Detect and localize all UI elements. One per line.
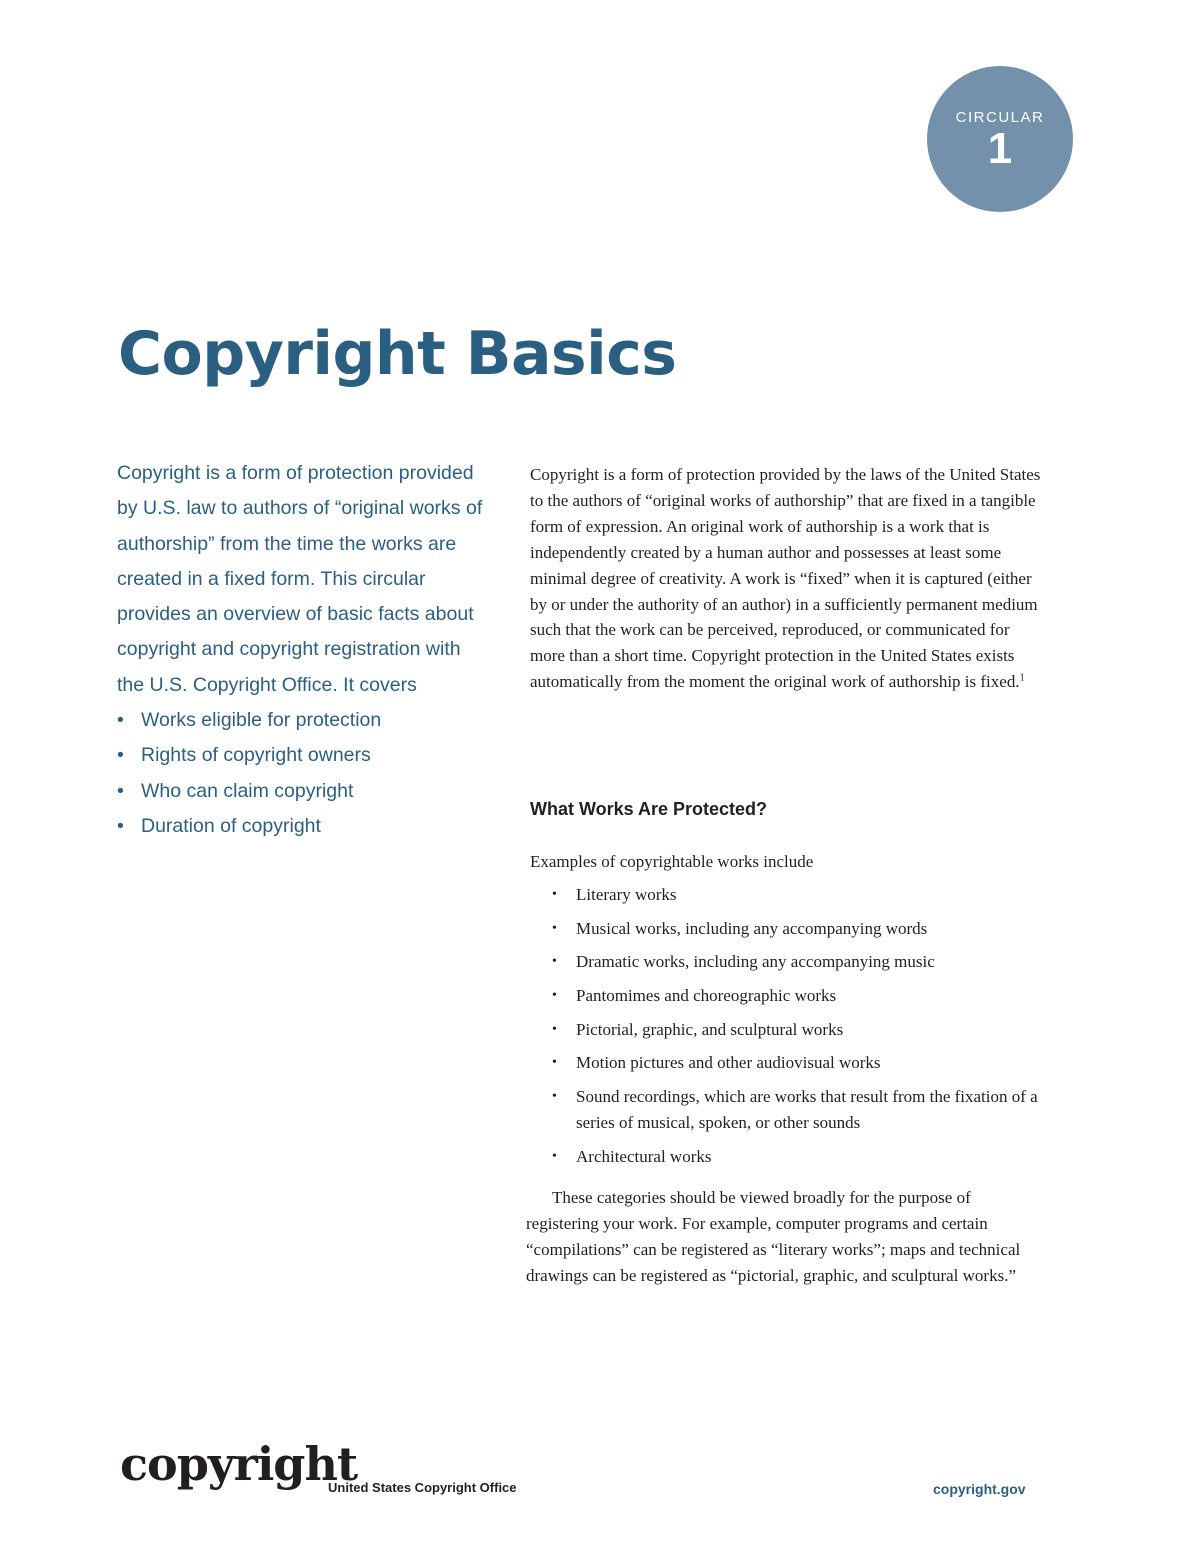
bullet-icon: • (552, 1055, 557, 1071)
closing-paragraph: These categories should be viewed broadly for the purpose of registering your work. For example, computer programs and certain “compilations” can be registered as “literary works”; maps and technical drawings can be registered as “pictorial, graphic, and sculptural works.” (526, 1188, 1021, 1285)
works-list-item (552, 1017, 1047, 1043)
bullet-icon: • (552, 1148, 557, 1164)
works-list-item (552, 1084, 1047, 1136)
summary-paragraph: Copyright is a form of protection provided by U.S. law to authors of “original works of authorship” from the time the works are created in a fixed form. This circular provides an overview of basic facts about copyright and copyright registration with the U.S. Copyright Office. It covers (117, 462, 483, 696)
summary-topic-label: Rights of copyright owners (141, 744, 371, 767)
works-list-label: Literary works (576, 885, 677, 904)
summary-topic-label: Who can claim copyright (141, 779, 354, 802)
works-list-item (552, 1144, 1047, 1170)
intro-paragraph (530, 462, 1045, 695)
page-title: Copyright Basics (118, 319, 677, 389)
works-list-label: Pantomimes and choreographic works (576, 986, 837, 1006)
summary-topic-item (117, 738, 487, 773)
works-list-item (552, 882, 1047, 908)
works-list-label: Musical works, including any accompanying words (576, 918, 928, 938)
bullet-icon: • (552, 954, 557, 970)
circular-badge (927, 66, 1073, 212)
site-link[interactable]: copyright.gov (933, 1481, 1026, 1497)
bullet-icon: • (117, 779, 124, 802)
bullet-icon: • (552, 920, 557, 936)
bullet-icon: • (552, 887, 557, 902)
copyright-office-logo (120, 1436, 540, 1506)
works-list-label: Motion pictures and other audiovisual works (576, 1053, 881, 1073)
circular-badge-label: CIRCULAR (955, 109, 1045, 126)
main-column (526, 462, 1045, 1285)
works-list-label: Architectural works (576, 1146, 712, 1166)
works-list-item (552, 949, 1047, 975)
summary-topic-item (117, 703, 487, 738)
bullet-icon: • (117, 814, 124, 837)
footnote-mark: 1 (1019, 672, 1025, 684)
examples-intro: Examples of copyrightable works include (530, 852, 814, 871)
bullet-icon: • (552, 1021, 557, 1037)
summary-topic-item (117, 774, 487, 809)
works-list-label: Dramatic works, including any accompanying music (576, 952, 935, 972)
works-list-item (552, 983, 1047, 1009)
works-list (552, 882, 1047, 1178)
bullet-icon: • (117, 709, 124, 732)
works-list-item (552, 1050, 1047, 1076)
works-list-label: Sound recordings, which are works that result from the fixation of a series of musical, spoken, or other sounds (576, 1087, 1038, 1133)
intro-text: Copyright is a form of protection provided by the laws of the United States to the authors of “original works of authorship” that are fixed in a tangible form of expression. An original work of authorship is a work that is independently created by a human author and possesses at least some minimal degree of creativity. A work is “fixed” when it is captured (either by or under the authority of an author) in a sufficiently permanent medium such that the work can be perceived, reproduced, or communicated for more than a short time. Copyright protection in the United States exists automatically from the moment the original work of authorship is fixed. (530, 465, 1041, 692)
works-list-label: Pictorial, graphic, and sculptural works (576, 1019, 844, 1039)
summary-topic-item (117, 809, 487, 844)
copyright-logo-subtitle: United States Copyright Office (328, 1480, 517, 1495)
summary-topic-label: Works eligible for protection (141, 709, 382, 732)
summary-column (117, 456, 487, 844)
bullet-icon: • (552, 988, 557, 1004)
summary-topic-label: Duration of copyright (141, 814, 321, 837)
works-list-item (552, 916, 1047, 942)
section-heading: What Works Are Protected? (530, 799, 768, 819)
circular-badge-number: 1 (987, 124, 1013, 173)
bullet-icon: • (552, 1089, 557, 1105)
summary-topics-list (117, 703, 487, 844)
bullet-icon: • (117, 744, 124, 767)
copyright-logo-wordmark: copyright (120, 1437, 358, 1491)
